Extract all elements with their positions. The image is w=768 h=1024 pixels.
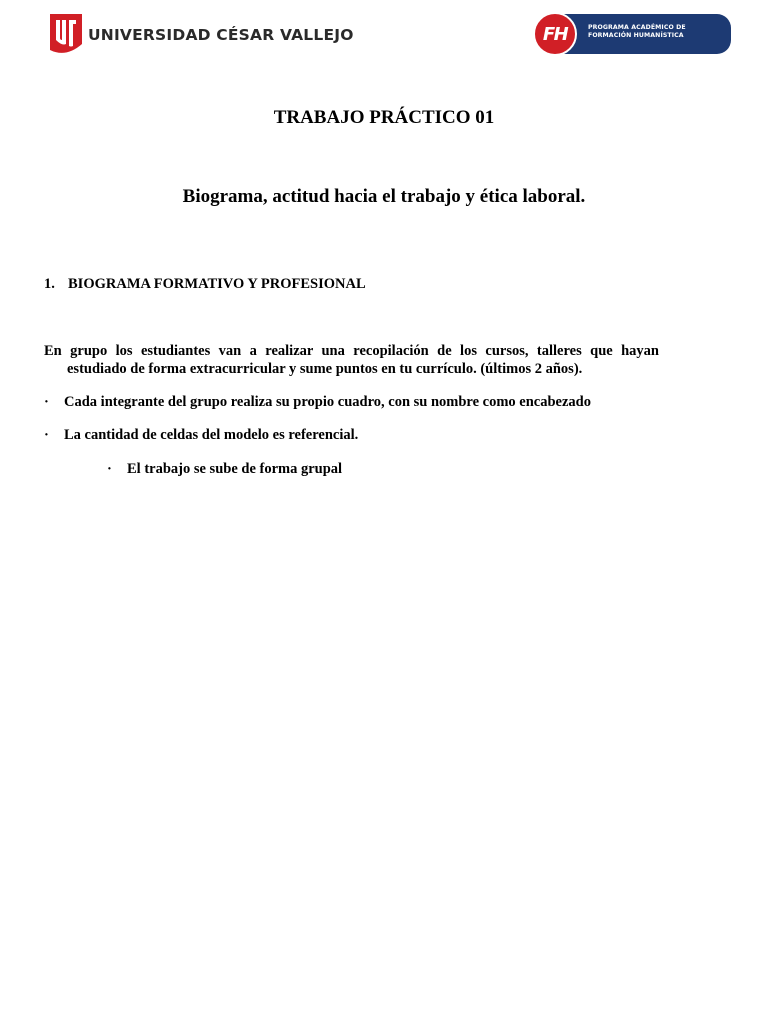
list-item: [44, 427, 358, 444]
university-logo: [50, 14, 354, 56]
list-item: [44, 394, 591, 411]
paragraph-line-2: estudiado de forma extracurricular y sume puntos en tu currículo. (últimos 2 años).: [67, 361, 583, 377]
bullet-icon: ·: [44, 394, 49, 410]
program-initials-badge: [533, 12, 577, 56]
section-heading-text: BIOGRAMA FORMATIVO Y PROFESIONAL: [68, 276, 366, 292]
paragraph-line-1: En grupo los estudiantes van a realizar una recopilación de los cursos, talleres que hayan: [44, 343, 659, 359]
list-item: [107, 461, 342, 478]
list-item-text: El trabajo se sube de forma grupal: [127, 461, 343, 477]
section-heading: [44, 276, 366, 293]
program-name-line-2: FORMACIÓN HUMANÍSTICA: [588, 31, 684, 39]
program-initials: FH: [542, 23, 568, 45]
university-shield-icon: [50, 14, 82, 56]
program-logo: [533, 12, 733, 56]
program-name-line-1: PROGRAMA ACADÉMICO DE: [588, 24, 686, 31]
bullet-icon: ·: [107, 461, 112, 477]
university-name: UNIVERSIDAD CÉSAR VALLEJO: [88, 26, 354, 44]
list-item-text: Cada integrante del grupo realiza su propio cuadro, con su nombre como encabezado: [64, 394, 591, 410]
bullet-icon: ·: [44, 427, 49, 443]
document-title: TRABAJO PRÁCTICO 01: [273, 107, 495, 128]
section-number: 1.: [44, 276, 55, 292]
instructions-paragraph: [44, 342, 659, 378]
program-name: [588, 24, 708, 39]
list-item-text: La cantidad de celdas del modelo es referencial.: [64, 427, 359, 443]
document-subtitle: Biograma, actitud hacia el trabajo y ética laboral.: [182, 186, 586, 207]
